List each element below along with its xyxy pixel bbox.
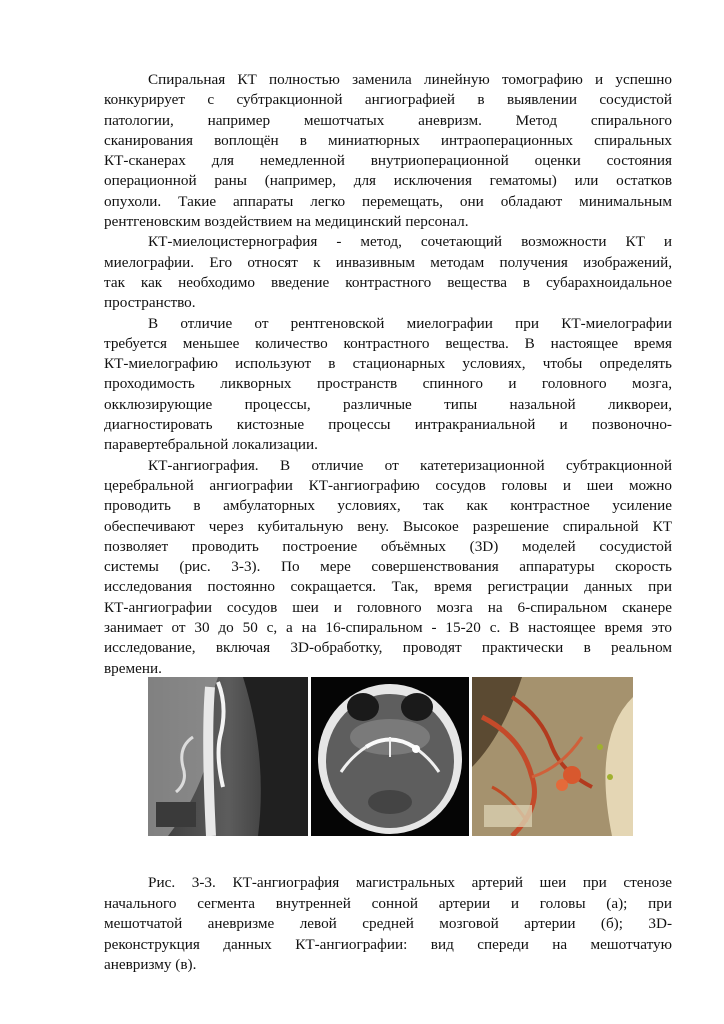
- text-line: занимает от 30 до 50 с, а на 16-спиральном - 15-20 с. В настоящее время это: [104, 619, 672, 637]
- figure-caption: [104, 873, 672, 976]
- text-line: исследования постоянно сокращается. Так, время регистрации данных при: [104, 578, 672, 596]
- text-line: миелографии. Его относят к инвазивным методам получения изображений,: [104, 253, 672, 271]
- ct-angiography-brain-image: [311, 677, 469, 836]
- text-line: позволяет проводить построение объёмных (3D) моделей сосудистой: [104, 537, 672, 555]
- text-line: окклюзирующие процессы, различные типы назальной ликвореи,: [104, 395, 672, 413]
- text-line: рентгеновским воздействием на медицинский персонал.: [104, 213, 469, 231]
- text-line: конкурирует с субтракционной ангиографией в выявлении сосудистой: [104, 91, 672, 109]
- paragraph-ct-myelocisternography: [104, 232, 672, 313]
- text-line: системы (рис. 3-3). По мере совершенствования аппаратуры скорость: [104, 558, 672, 576]
- text-line: времени.: [104, 659, 162, 677]
- text-line: операционной раны (например, для исключения гематомы) или остатков: [104, 172, 672, 190]
- text-line: паравертебральной локализации.: [104, 436, 318, 454]
- text-line: КТ-миелографию используют в стационарных условиях, чтобы определять: [104, 355, 672, 373]
- text-line: опухоли. Такие аппараты легко перемещать, они обладают минимальным: [104, 192, 672, 210]
- text-line: Спиральная КТ полностью заменила линейную томографию и успешно: [148, 71, 672, 88]
- text-line: церебральной ангиографии КТ-ангиографию сосудов головы и шеи можно: [104, 476, 672, 494]
- text-line: патологии, например мешотчатых аневризм. Метод спирального: [104, 111, 672, 129]
- caption-line: мешотчатой аневризме левой средней мозговой артерии (б); 3D-: [104, 915, 672, 933]
- paragraph-ct-myelography: [104, 314, 672, 456]
- text-line: пространство.: [104, 294, 196, 312]
- text-line: КТ-ангиография. В отличие от катетеризационной субтракционной: [148, 456, 672, 474]
- text-line: так как необходимо введение контрастного вещества в субарахноидальное: [104, 273, 672, 291]
- text-line: сканирования воплощён в миниатюрных интраоперационных спиральных: [104, 131, 672, 149]
- body-text: [104, 70, 672, 679]
- text-line: КТ-ангиографии сосудов шеи и головного мозга на 6-спиральном сканере: [104, 598, 672, 616]
- caption-line: начального сегмента внутренней сонной артерии и головы (а); при: [104, 894, 672, 912]
- text-line: исследование, включая 3D-обработку, проводят практически в реальном: [104, 639, 672, 657]
- ct-angiography-neck-image: [148, 677, 308, 836]
- figure-3-3: [148, 677, 633, 836]
- paragraph-ct-angiography: [104, 456, 672, 679]
- 3d-reconstruction-image: [472, 677, 633, 836]
- text-line: диагностировать кистозные процессы интракраниальной и позвоночно-: [104, 416, 672, 434]
- text-line: требуется меньшее количество контрастного вещества. В настоящее время: [104, 334, 672, 352]
- caption-line: Рис. 3-3. КТ-ангиография магистральных артерий шеи при стенозе: [148, 874, 672, 892]
- text-line: КТ-сканерах для немедленной внутриоперационной оценки состояния: [104, 152, 672, 170]
- text-line: КТ-миелоцистернография - метод, сочетающий возможности КТ и: [148, 233, 672, 251]
- text-line: В отличие от рентгеновской миелографии при КТ-миелографии: [148, 314, 672, 332]
- caption-line: реконструкция данных КТ-ангиографии: вид спереди на мешотчатую: [104, 935, 672, 953]
- text-line: проводить в амбулаторных условиях, так как контрастное усиление: [104, 497, 672, 515]
- caption-line: аневризму (в).: [104, 956, 197, 974]
- text-line: обеспечивают через кубитальную вену. Высокое разрешение спиральной КТ: [104, 517, 672, 535]
- paragraph-spiral-ct: [104, 70, 672, 232]
- text-line: проходимость ликворных пространств спинного и головного мозга,: [104, 375, 672, 393]
